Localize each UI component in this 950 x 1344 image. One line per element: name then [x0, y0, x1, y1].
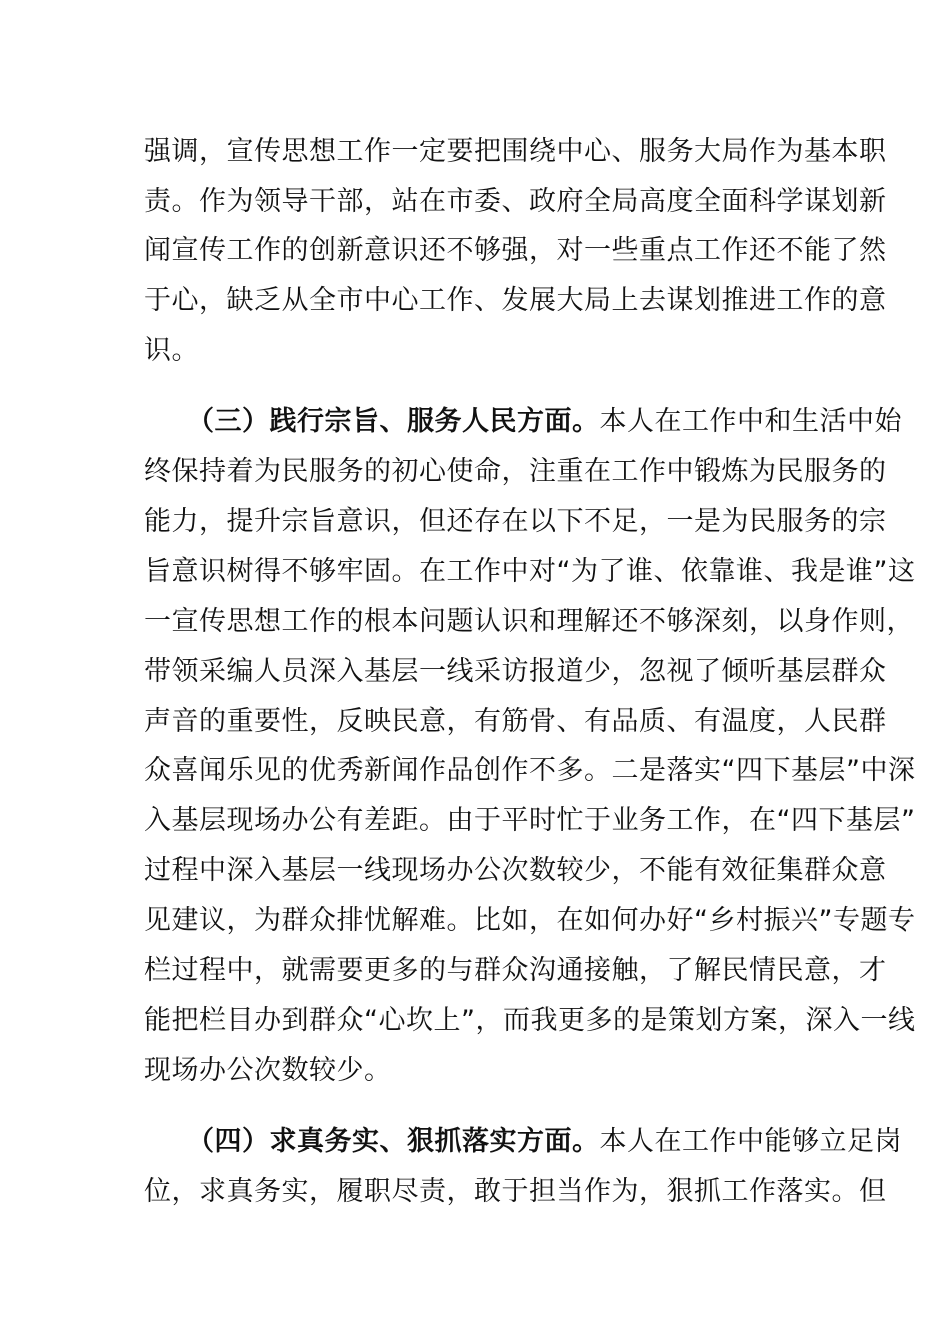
section-3-line-10: 过程中深入基层一线现场办公次数较少，不能有效征集群众意 [144, 855, 887, 886]
section-3-line-9: 入基层现场办公有差距。由于平时忙于业务工作，在“四下基层” [144, 805, 916, 836]
section-3-line-6: 带领采编人员深入基层一线采访报道少，忽视了倾听基层群众 [144, 656, 887, 687]
paragraph-1-line-3: 闻宣传工作的创新意识还不够强，对一些重点工作还不能了然 [144, 235, 887, 266]
section-3-line-13: 能把栏目办到群众“心坎上”，而我更多的是策划方案，深入一线 [144, 1005, 916, 1036]
section-4-heading: （四）求真务实、狠抓落实方面。 [187, 1126, 600, 1157]
section-3-line-5: 一宣传思想工作的根本问题认识和理解还不够深刻，以身作则， [144, 606, 914, 637]
section-3-line-8: 众喜闻乐见的优秀新闻作品创作不多。二是落实“四下基层”中深 [144, 755, 916, 786]
paragraph-1-line-4: 于心，缺乏从全市中心工作、发展大局上去谋划推进工作的意 [144, 285, 887, 316]
section-3-line-4: 旨意识树得不够牢固。在工作中对“为了谁、依靠谁、我是谁”这 [144, 556, 916, 587]
section-3-line-7: 声音的重要性，反映民意，有筋骨、有品质、有温度，人民群 [144, 706, 887, 737]
section-3-line-11: 见建议，为群众排忧解难。比如，在如何办好“乡村振兴”专题专 [144, 905, 916, 936]
paragraph-1-line-2: 责。作为领导干部，站在市委、政府全局高度全面科学谋划新 [144, 186, 887, 217]
section-4-first-line [187, 1124, 902, 1160]
section-3-first-line-text: 本人在工作中和生活中始 [599, 406, 902, 437]
paragraph-1-line-5: 识。 [144, 335, 199, 366]
section-3-heading: （三）践行宗旨、服务人民方面。 [187, 406, 600, 437]
section-4-line-2: 位，求真务实，履职尽责，敢于担当作为，狠抓工作落实。但 [144, 1176, 887, 1207]
section-3-line-3: 能力，提升宗旨意识，但还存在以下不足，一是为民服务的宗 [144, 506, 887, 537]
section-4-first-line-text: 本人在工作中能够立足岗 [599, 1126, 902, 1157]
section-3-first-line [187, 404, 902, 440]
section-3-line-12: 栏过程中，就需要更多的与群众沟通接触，了解民情民意，才 [144, 955, 887, 986]
section-3-line-14: 现场办公次数较少。 [144, 1055, 392, 1086]
paragraph-1-line-1: 强调，宣传思想工作一定要把围绕中心、服务大局作为基本职 [144, 136, 887, 167]
section-3-line-2: 终保持着为民服务的初心使命，注重在工作中锻炼为民服务的 [144, 456, 887, 487]
